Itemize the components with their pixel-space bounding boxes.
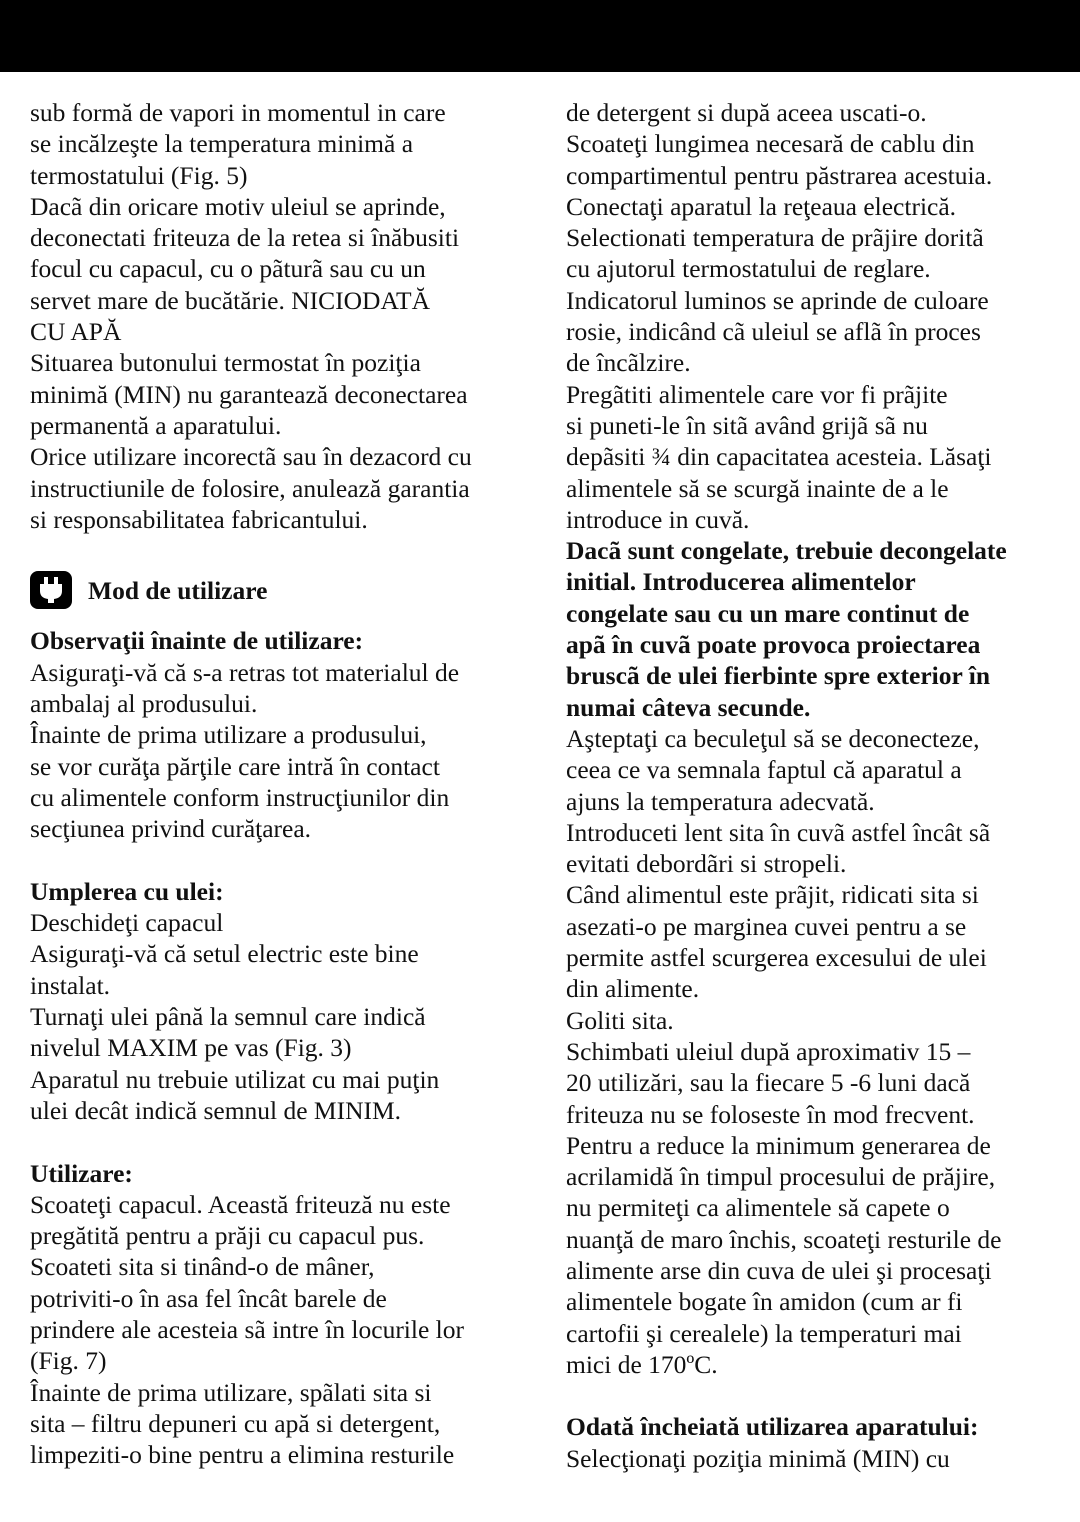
text-line: limpeziti-o bine pentru a elimina resturile: [30, 1440, 455, 1470]
text-line: potriviti-o în asa fel încât barele de: [30, 1283, 387, 1313]
text-line: ambalaj al produsului.: [30, 689, 258, 719]
text-line: se incălzeşte la temperatura minimă a: [30, 129, 414, 159]
text-line: Dacã din oricare motiv uleiul se aprinde,: [30, 191, 446, 221]
paragraph-usage: [30, 1189, 530, 1471]
text-line: congelate sau cu un mare continut de: [566, 598, 970, 628]
text-line: Scoateţi lungimea necesară de cablu din: [566, 129, 975, 159]
section-title: Mod de utilizare: [88, 575, 268, 605]
text-line: nivelul MAXIM pe vas (Fig. 3): [30, 1033, 352, 1063]
text-line: deconectati friteuza de la retea si înăbusiti: [30, 223, 460, 253]
text-line: bruscã de ulei fierbinte spre exterior în: [566, 661, 990, 691]
text-line: Scoateti sita si tinând-o de mâner,: [30, 1252, 375, 1282]
text-line: nu permiteţi ca alimentele să capete o: [566, 1193, 950, 1223]
text-line: Scoateţi capacul. Această friteuză nu este: [30, 1189, 451, 1219]
text-line: Aparatul nu trebuie utilizat cu mai puţin: [30, 1064, 440, 1094]
heading-observations: Observaţii înainte de utilizare:: [30, 626, 364, 656]
text-line: Situarea butonului termostat în poziţia: [30, 348, 421, 378]
text-line: mici de 170ºC.: [566, 1349, 718, 1379]
text-line: apã în cuvã poate provoca proiectarea: [566, 630, 981, 660]
text-line: asezati-o pe marginea cuvei pentru a se: [566, 911, 967, 941]
heading-after-use: Odată încheiată utilizarea aparatului:: [566, 1412, 979, 1442]
text-line: cu ajutorul termostatului de reglare.: [566, 254, 931, 284]
text-line: secţiunea privind curăţarea.: [30, 814, 312, 844]
text-line: ceea ce va semnala faptul că aparatul a: [566, 755, 962, 785]
text-line: de încãlzire.: [566, 348, 691, 378]
paragraph-safety: [30, 97, 530, 535]
paragraph-preparation: [566, 97, 1058, 535]
text-line: Selectionati temperatura de prãjire doritã: [566, 223, 984, 253]
text-line: Dacã sunt congelate, trebuie decongelate: [566, 536, 1007, 566]
text-line: alimente arse din cuva de ulei şi procesaţi: [566, 1255, 992, 1285]
text-line: 20 utilizări, sau la fiecare 5 -6 luni dacă: [566, 1068, 971, 1098]
text-line: nuanţă de maro închis, scoateţi resturile de: [566, 1224, 1002, 1254]
right-column: [566, 97, 1058, 1474]
text-line: sita – filtru depuneri cu apă si detergent,: [30, 1408, 441, 1438]
paragraph-fill-oil: [30, 907, 530, 1126]
paragraph-after-use: [566, 1443, 1058, 1474]
text-line: alimentele să se scurgă inainte de a le: [566, 473, 949, 503]
text-line: Asiguraţi-vă că s-a retras tot materialul de: [30, 657, 460, 687]
text-line: si puneti-le în sitã având grijã sã nu: [566, 410, 928, 440]
text-line: depãsiti ¾ din capacitatea acesteia. Lăsaţi: [566, 442, 992, 472]
text-line: ulei decât indică semnul de MINIM.: [30, 1095, 402, 1125]
text-line: instalat.: [30, 970, 111, 1000]
text-line: Indicatorul luminos se aprinde de culoare: [566, 285, 989, 315]
text-line: evitati debordãri si stropeli.: [566, 849, 847, 879]
text-line: Înainte de prima utilizare, spãlati sita si: [30, 1377, 432, 1407]
text-line: introduce in cuvă.: [566, 504, 750, 534]
text-line: initial. Introducerea alimentelor: [566, 567, 916, 597]
text-line: si responsabilitatea fabricantului.: [30, 504, 368, 534]
text-line: prindere ale acesteia sã intre în locurile lor: [30, 1314, 464, 1344]
text-line: compartimentul pentru păstrarea acestuia.: [566, 160, 993, 190]
text-line: ajuns la temperatura adecvată.: [566, 786, 875, 816]
text-line: Pentru a reduce la minimum generarea de: [566, 1130, 991, 1160]
text-line: permanentă a aparatului.: [30, 410, 282, 440]
text-line: numai câteva secunde.: [566, 692, 811, 722]
text-line: acrilamidă în timpul procesului de prăjire,: [566, 1162, 996, 1192]
text-line: Deschideţi capacul: [30, 908, 224, 938]
text-line: Înainte de prima utilizare a produsului,: [30, 720, 427, 750]
text-line: Pregãtiti alimentele care vor fi prãjite: [566, 379, 948, 409]
text-line: instructiunile de folosire, anulează garantia: [30, 473, 470, 503]
text-line: Conectaţi aparatul la reţeaua electrică.: [566, 191, 957, 221]
text-line: friteuza nu se foloseste în mod frecvent.: [566, 1099, 975, 1129]
heading-usage: Utilizare:: [30, 1158, 133, 1188]
text-line: Schimbati uleiul după aproximativ 15 –: [566, 1036, 971, 1066]
section-header: [30, 571, 530, 609]
text-line: Selecţionaţi poziţia minimă (MIN) cu: [566, 1443, 950, 1473]
text-line: cu alimentele conform instrucţiunilor din: [30, 782, 450, 812]
text-line: servet mare de bucătărie. NICIODATĂ: [30, 285, 431, 315]
text-line: termostatului (Fig. 5): [30, 160, 248, 190]
text-line: minimă (MIN) nu garantează deconectarea: [30, 379, 468, 409]
header-bar: [0, 0, 1080, 72]
paragraph-observations: [30, 657, 530, 845]
text-line: focul cu capacul, cu o pãturã sau cu un: [30, 254, 426, 284]
heading-fill-oil: Umplerea cu ulei:: [30, 876, 224, 906]
text-line: cartofii şi cerealele) la temperaturi mai: [566, 1318, 962, 1348]
paragraph-frying: [566, 723, 1058, 1380]
text-line: se vor curăţa părţile care intră în contact: [30, 751, 440, 781]
text-line: pregătită pentru a prăji cu capacul pus.: [30, 1221, 425, 1251]
text-line: sub formă de vapori in momentul in care: [30, 98, 446, 127]
text-line: de detergent si după aceea uscati-o.: [566, 98, 927, 127]
left-column: [30, 97, 530, 1470]
paragraph-warning: [566, 535, 1058, 723]
text-line: Goliti sita.: [566, 1005, 674, 1035]
text-line: Turnaţi ulei până la semnul care indică: [30, 1002, 426, 1032]
text-line: Introduceti lent sita în cuvã astfel încât sã: [566, 817, 991, 847]
text-line: rosie, indicând cã uleiul se aflã în proces: [566, 317, 981, 347]
text-line: (Fig. 7): [30, 1346, 107, 1376]
text-line: Orice utilizare incorectã sau în dezacord cu: [30, 442, 472, 472]
text-line: CU APĂ: [30, 317, 122, 347]
text-line: Asiguraţi-vă că setul electric este bine: [30, 939, 419, 969]
text-line: alimentele bogate în amidon (cum ar fi: [566, 1287, 963, 1317]
text-line: permite astfel scurgerea excesului de ulei: [566, 943, 987, 973]
text-line: Aşteptaţi ca beculeţul să se deconecteze,: [566, 723, 980, 753]
text-line: Când alimentul este prãjit, ridicati sita si: [566, 880, 979, 910]
plug-icon: [30, 571, 72, 609]
text-line: din alimente.: [566, 974, 700, 1004]
